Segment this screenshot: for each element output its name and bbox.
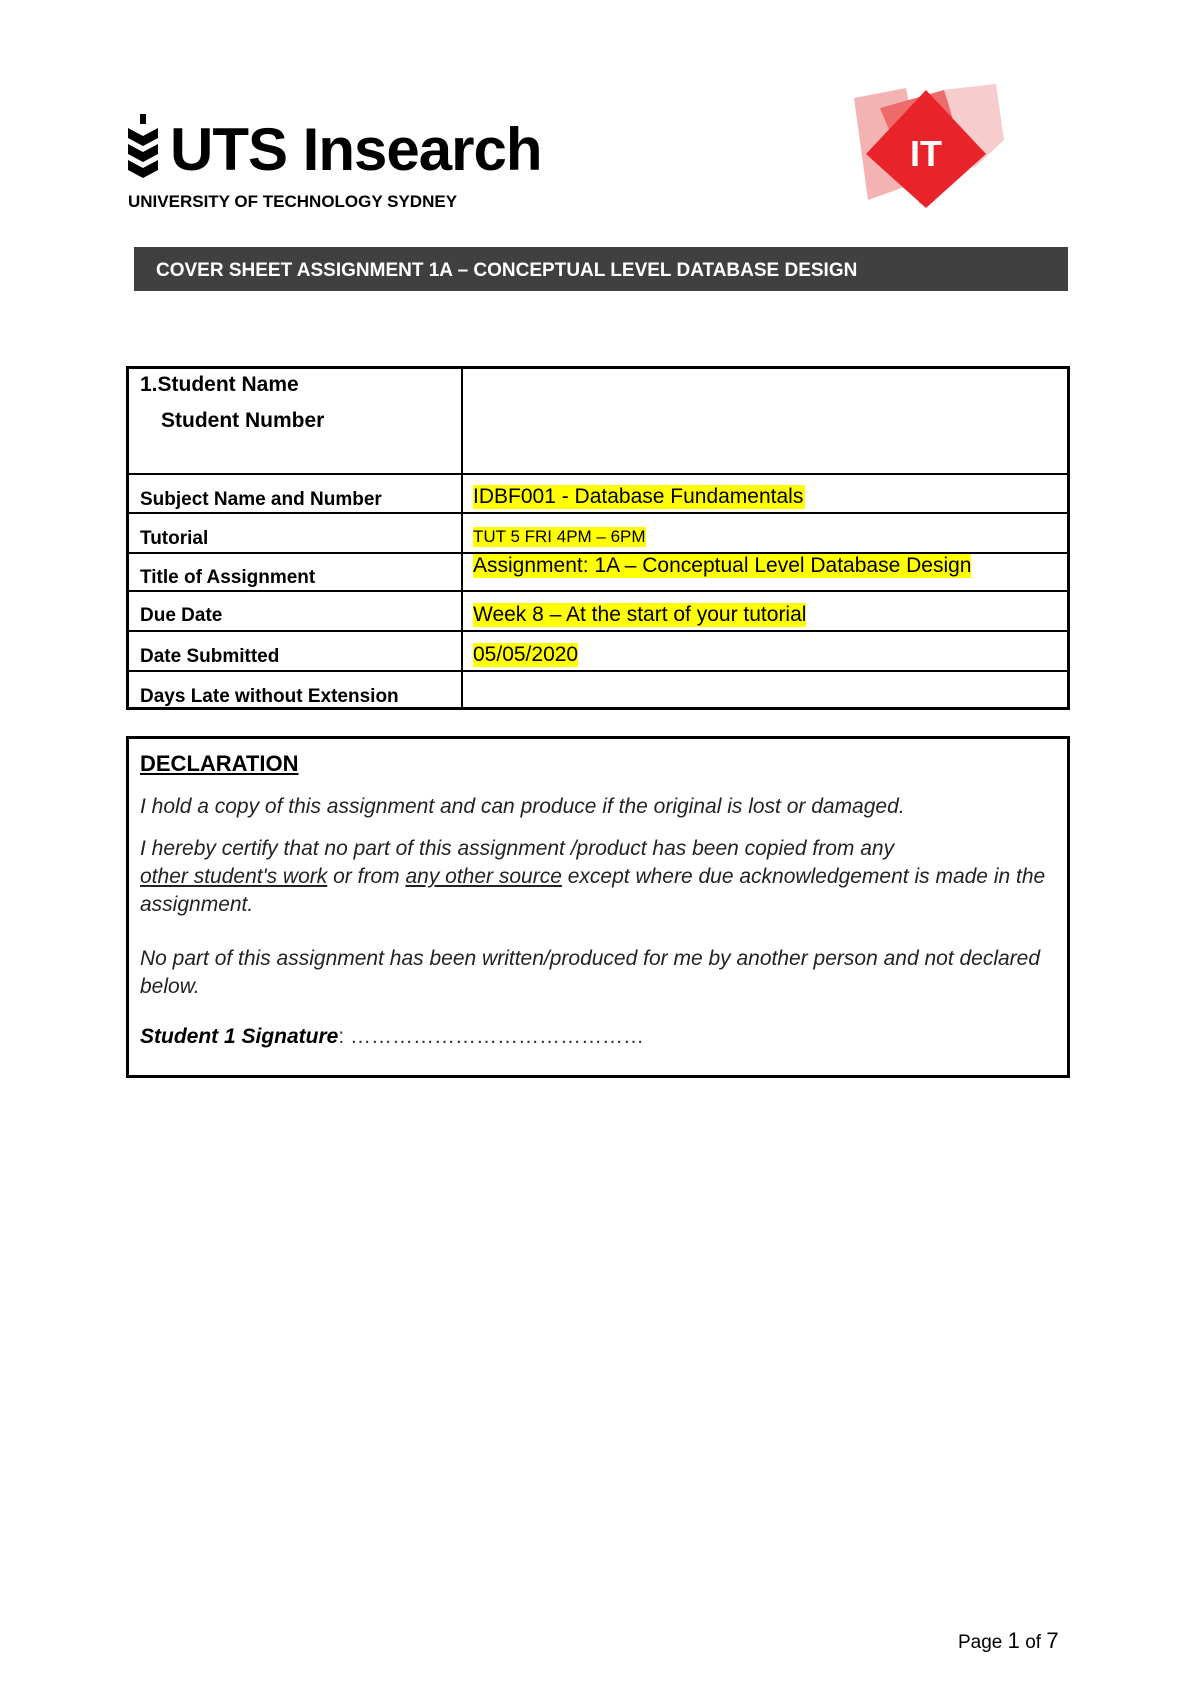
- page-current: 1: [1007, 1628, 1020, 1653]
- subject-label: Subject Name and Number: [140, 489, 382, 510]
- page-total: 7: [1046, 1628, 1059, 1653]
- uts-insearch-logo: [126, 108, 556, 218]
- row-divider: [129, 512, 1067, 514]
- column-divider: [461, 369, 463, 707]
- date-submitted-value: 05/05/2020: [473, 643, 579, 666]
- uts-crest-icon: [126, 114, 160, 184]
- title-value: Assignment: 1A – Conceptual Level Database Design: [473, 554, 972, 577]
- declaration-para-written: No part of this assignment has been written/produced for me by another person and not declared below.: [140, 947, 1041, 998]
- tutorial-value: TUT 5 FRI 4PM – 6PM: [473, 527, 646, 546]
- badge-label: IT: [910, 133, 942, 174]
- certify-text-2: or from: [327, 865, 406, 888]
- tutorial-label: Tutorial: [140, 528, 209, 549]
- logo-subtitle: UNIVERSITY OF TECHNOLOGY SYDNEY: [128, 192, 458, 211]
- logo-wordmark: UTS Insearch: [170, 116, 542, 183]
- it-badge: [846, 84, 1010, 210]
- row-divider: [129, 590, 1067, 592]
- due-date-label: Due Date: [140, 605, 223, 626]
- title-label: Title of Assignment: [140, 567, 316, 588]
- days-late-label: Days Late without Extension: [140, 686, 399, 707]
- certify-text: I hereby certify that no part of this assignment /product has been copied from any: [140, 837, 895, 860]
- of-word: of: [1025, 1632, 1042, 1653]
- page-word: Page: [958, 1632, 1003, 1653]
- declaration-para-certify: [140, 835, 1060, 919]
- subject-value: IDBF001 - Database Fundamentals: [473, 485, 804, 508]
- declaration-box: [126, 736, 1070, 1078]
- certify-underlined-1: other student's work: [140, 865, 328, 888]
- certify-underlined-2: any other source: [405, 865, 562, 888]
- declaration-para-copy: I hold a copy of this assignment and can produce if the original is lost or damaged.: [140, 795, 905, 818]
- date-submitted-label: Date Submitted: [140, 646, 280, 667]
- signature-dots: : ……………………………………: [338, 1025, 645, 1048]
- row-divider: [129, 670, 1067, 672]
- row-divider: [129, 630, 1067, 632]
- signature-line: [140, 1023, 1060, 1051]
- it-badge-icon: [846, 84, 1010, 210]
- signature-label: Student 1 Signature: [140, 1025, 339, 1048]
- page-number: [958, 1628, 1059, 1654]
- due-date-value: Week 8 – At the start of your tutorial: [473, 603, 807, 626]
- cover-sheet-title: COVER SHEET ASSIGNMENT 1A – CONCEPTUAL LEVEL DATABASE DESIGN: [156, 260, 858, 281]
- row-divider: [129, 473, 1067, 475]
- cover-sheet-title-bar: [134, 247, 1068, 291]
- assignment-info-table: [126, 366, 1070, 710]
- student-number-label: Student Number: [161, 409, 325, 432]
- certify-text-3: except where due acknowledgement is made in the assignment.: [140, 865, 1046, 916]
- declaration-heading: DECLARATION: [140, 751, 299, 776]
- student-name-label: 1.Student Name: [140, 373, 299, 396]
